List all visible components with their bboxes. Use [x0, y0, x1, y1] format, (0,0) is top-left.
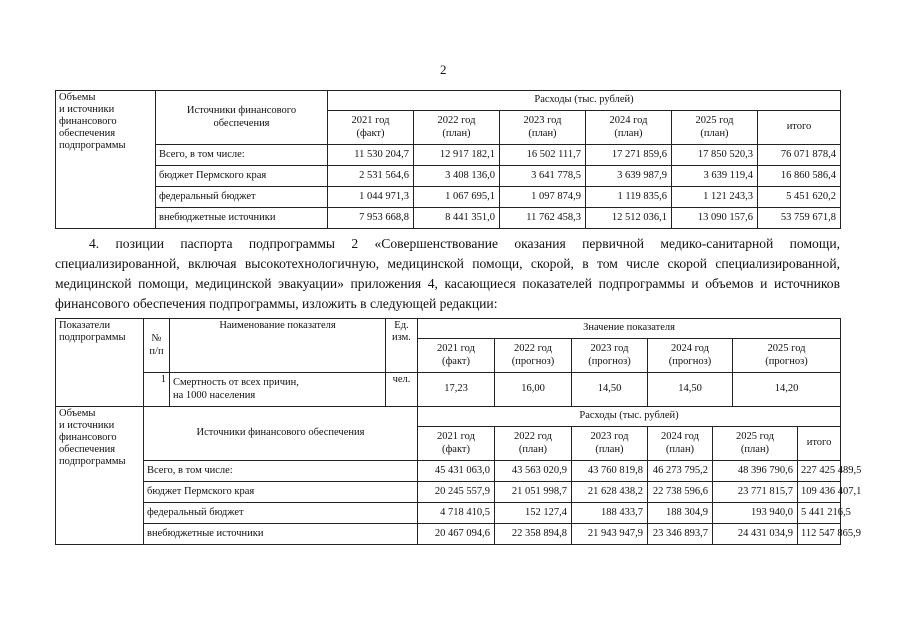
- t1-year-2021: 2021 год (факт): [328, 111, 414, 145]
- t1-left-label: Объемы и источники финансового обеспечения подпрограммы: [56, 91, 156, 229]
- t2-year-2025: 2025 год (план): [713, 427, 798, 461]
- table-row: Всего, в том числе: 11 530 204,7 12 917 182,1 16 502 111,7 17 271 859,6 17 850 520,3 76 071 878,4: [56, 145, 841, 166]
- t2-expense-header: Расходы (тыс. рублей): [418, 407, 841, 427]
- t2-value-year-2023: 2023 год (прогноз): [572, 339, 648, 373]
- t1-year-2022: 2022 год (план): [414, 111, 500, 145]
- table-row: 1 Смертность от всех причин, на 1000 населения чел. 17,23 16,00 14,50 14,50 14,20: [56, 373, 841, 407]
- t2-year-2022: 2022 год (план): [495, 427, 572, 461]
- financing-table-1: [55, 90, 841, 229]
- table-row: внебюджетные источники 7 953 668,8 8 441 351,0 11 762 458,3 12 512 036,1 13 090 157,6 53 759 671,8: [56, 208, 841, 229]
- t2-indicator-name: Смертность от всех причин, на 1000 населения: [170, 373, 386, 407]
- t2-name-header: Наименование показателя: [170, 319, 386, 373]
- t2-year-2021: 2021 год (факт): [418, 427, 495, 461]
- t2-total-header: итого: [798, 427, 841, 461]
- t2-value-year-2022: 2022 год (прогноз): [495, 339, 572, 373]
- t2-value-year-2025: 2025 год (прогноз): [733, 339, 841, 373]
- t2-left-label: Объемы и источники финансового обеспечения подпрограммы: [56, 407, 144, 545]
- amendment-paragraph: 4. позиции паспорта подпрограммы 2 «Совершенствование оказания первичной медико-санитарной помощи, специализированной, включая высокотехнологичную, медицинской помощи, скорой, в том числе скорой специализированной, медицинской помощи, медицинской эвакуации» приложения 4, касающиеся показателей подпрограммы и объемов и источников финансового обеспечения подпрограммы, изложить в следующей редакции:: [55, 236, 840, 311]
- t2-indicators-label: Показатели подпрограммы: [56, 319, 144, 407]
- table-row: федеральный бюджет 4 718 410,5 152 127,4 188 433,7 188 304,9 193 940,0 5 441 216,5: [56, 503, 841, 524]
- table-row: федеральный бюджет 1 044 971,3 1 067 695,1 1 097 874,9 1 119 835,6 1 121 243,3 5 451 620,2: [56, 187, 841, 208]
- t2-year-2023: 2023 год (план): [572, 427, 648, 461]
- t1-total-header: итого: [758, 111, 841, 145]
- t2-num-header: № п/п: [144, 319, 170, 373]
- table-row: Всего, в том числе: 45 431 063,0 43 563 020,9 43 760 819,8 46 273 795,2 48 396 790,6 227 425 489,5: [56, 461, 841, 482]
- t1-year-2025: 2025 год (план): [672, 111, 758, 145]
- t2-unit-header: Ед. изм.: [386, 319, 418, 373]
- t1-source-header: Источники финансового обеспечения: [156, 91, 328, 145]
- table-row: внебюджетные источники 20 467 094,6 22 358 894,8 21 943 947,9 23 346 893,7 24 431 034,9 112 547 865,9: [56, 524, 841, 545]
- t2-value-year-2021: 2021 год (факт): [418, 339, 495, 373]
- t1-expense-header: Расходы (тыс. рублей): [328, 91, 841, 111]
- indicators-financing-table-2: [55, 318, 862, 545]
- table-row: бюджет Пермского края 20 245 557,9 21 051 998,7 21 628 438,2 22 738 596,6 23 771 815,7 109 436 407,1: [56, 482, 841, 503]
- table-row: бюджет Пермского края 2 531 564,6 3 408 136,0 3 641 778,5 3 639 987,9 3 639 119,4 16 860 586,4: [56, 166, 841, 187]
- t2-value-year-2024: 2024 год (прогноз): [648, 339, 733, 373]
- t2-year-2024: 2024 год (план): [648, 427, 713, 461]
- t1-year-2023: 2023 год (план): [500, 111, 586, 145]
- t1-year-2024: 2024 год (план): [586, 111, 672, 145]
- t2-source-header: Источники финансового обеспечения: [144, 407, 418, 461]
- page-number: 2: [440, 62, 447, 77]
- t2-value-header: Значение показателя: [418, 319, 841, 339]
